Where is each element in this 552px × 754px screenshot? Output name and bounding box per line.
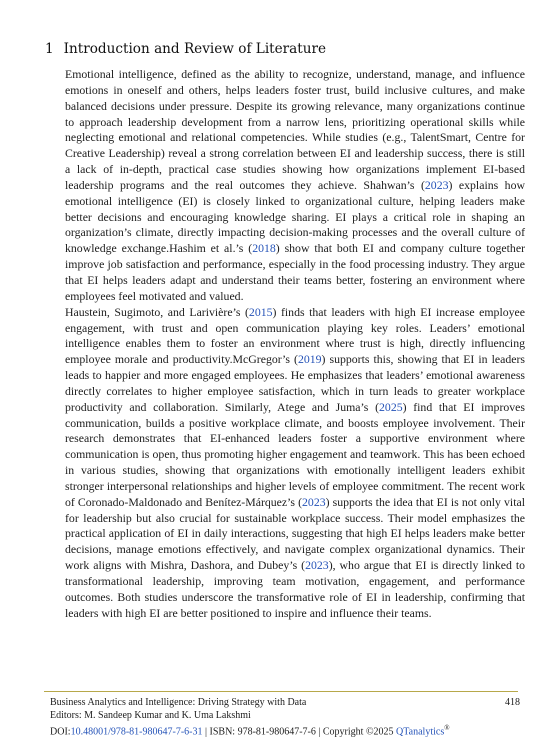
paragraph-text: ) finds that leaders with high EI increase employee engagement, with trust and open communication playing key roles. Leaders’ emotional intelligence enables them to foster an environment where trust is high, directly influencing employee morale and productivity.McGregor’s ( <box>65 304 525 367</box>
paragraph-text: Haustein, Sugimoto, and Larivière’s ( <box>65 304 249 319</box>
paragraph-text: ) show that both EI and company culture together improve job satisfaction and performance, especially in the food processing industry. They argue that EI helps leaders adapt and understand their teams better, fostering an environment where employees feel motivated and valued. <box>65 241 525 303</box>
paragraph-text: ) find that EI improves communication, builds a positive workplace climate, and boosts employee involvement. Their research demonstrates that EI-enhanced leaders foster a supportive environment where communication is open, thus promoting higher engagement and teamwork. This has been echoed in various studies, showing that organizations with emotionally intelligent leaders exhibit stronger interpersonal relationships and higher levels of employee commitment. The recent work of Coronado-Maldonado and Benítez-Márquez’s ( <box>65 399 525 509</box>
footer-book-title-line <box>50 696 520 709</box>
citation-link[interactable]: 2023 <box>305 558 329 573</box>
citation-link[interactable]: 2015 <box>248 304 273 319</box>
citation-link[interactable]: 2018 <box>252 241 276 256</box>
page-number: 418 <box>505 697 520 708</box>
doi-label: DOI: <box>50 726 71 738</box>
citation-link[interactable]: 2023 <box>302 494 326 509</box>
doi-link[interactable]: 10.48001/978-81-980647-7-6-31 <box>70 726 203 738</box>
section-title: Introduction and Review of Literature <box>63 41 327 57</box>
paragraph-text: Emotional intelligence, defined as the ability to recognize, understand, manage, and influence emotions in oneself and others, helps leaders foster trust, build inclusive cultures, and make balanced decisions under pressure. Despite its growing relevance, many organizations continue to approach leadership development from a narrow lens, prioritizing operational skills while neglecting emotional and relational competencies. While studies (e.g., TalentSmart, Centre for Creative Leadership) reveal a strong correlation between EI and leadership success, there is still a lack of in-depth, practical case studies showing how organizations implement EI-based leadership programs and the real outcomes they achieve. Shahwan’s ( <box>65 67 525 192</box>
paragraph-text: ) supports this, showing that EI in leaders leads to happier and more engaged employees. He emphasizes that leaders’ emotional awareness directly correlates to higher employee satisfaction, which in turn leads to greater workplace productivity and collaboration. Similarly, Atege and Juma’s ( <box>65 352 525 414</box>
footer-doi-line <box>50 722 520 738</box>
publisher-link[interactable]: QTanalytics <box>396 726 445 738</box>
citation-link[interactable]: 2023 <box>424 177 449 192</box>
footer-editors: Editors: M. Sandeep Kumar and K. Uma Lakshmi <box>50 710 251 721</box>
page-footer <box>50 696 520 738</box>
citation-link[interactable]: 2025 <box>379 399 403 414</box>
paragraph-text: ) explains how emotional intelligence (EI) is closely linked to organizational culture, helping leaders make better decisions and encouraging knowledge sharing. EI plays a critical role in shaping an organization’s climate, directly impacting decision-making processes and the overall culture of knowledge exchange.Hashim et al.’s ( <box>65 177 525 256</box>
paragraph <box>65 305 525 622</box>
paragraph-text: ), who argue that EI is directly linked to transformational leadership, improving team motivation, engagement, and performance outcomes. Both studies underscore the transformative role of EI in leadership, confirming that leaders with high EI are better positioned to inspire and influence their teams. <box>65 558 525 620</box>
section-heading <box>45 41 326 57</box>
paragraph <box>65 67 525 305</box>
book-title: Business Analytics and Intelligence: Driving Strategy with Data <box>50 697 307 708</box>
paragraph-text: ) supports the idea that EI is not only vital for leadership but also crucial for sustainable workplace success. Their model emphasizes the practical application of EI in daily interactions, suggesting that high EI helps leaders make better decisions, manage emotions effectively, and navigate complex organizational dynamics. Their work aligns with Mishra, Dashora, and Dubey’s ( <box>65 494 525 573</box>
isbn-copyright: | ISBN: 978-81-980647-7-6 | Copyright ©2025 <box>202 726 397 738</box>
registered-mark: ® <box>444 724 450 732</box>
citation-link[interactable]: 2019 <box>297 352 322 367</box>
section-number: 1 <box>45 41 54 57</box>
section-body <box>65 67 525 622</box>
footer-divider <box>44 691 518 692</box>
